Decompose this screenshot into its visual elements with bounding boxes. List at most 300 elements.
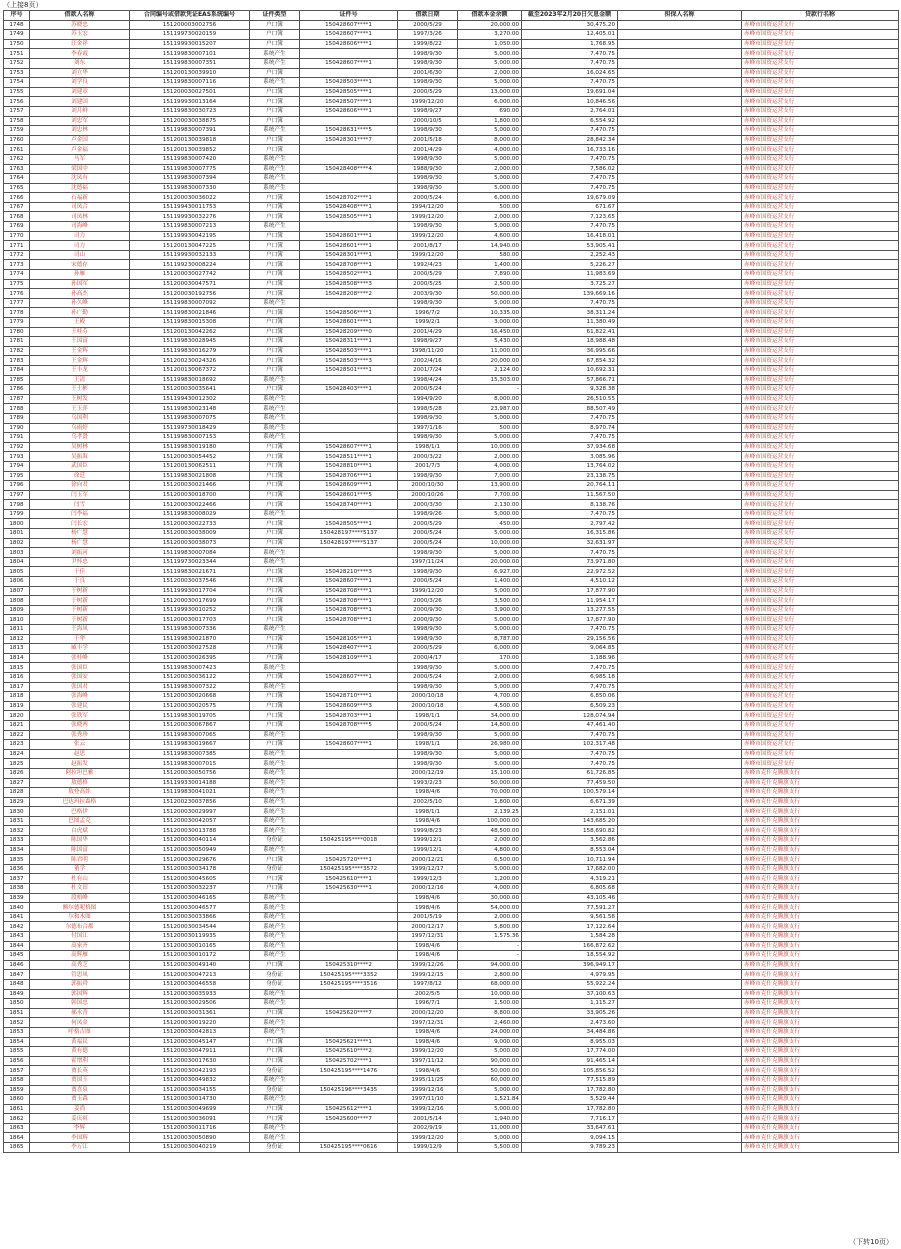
col-id-type-cell: 户口簿 — [250, 250, 300, 260]
col-principal-cell: 5,000.00 — [458, 433, 522, 443]
col-id-no-cell: 150428708****1 — [300, 586, 398, 596]
col-loan-date-cell: 1994/12/20 — [398, 202, 458, 212]
col-branch-cell: 赤峰市国资运营支行 — [742, 529, 899, 539]
col-borrower-cell: 于佳 — [30, 567, 130, 577]
table-row — [4, 260, 899, 270]
table-row — [4, 720, 899, 730]
col-interest-cell: 19,679.09 — [522, 193, 618, 203]
col-branch-cell: 赤峰市克什克腾旗支行 — [742, 1027, 899, 1037]
col-loan-date-cell: 1999/12/20 — [398, 1133, 458, 1143]
col-borrower-cell: 闫李福 — [30, 509, 130, 519]
col-branch-cell: 赤峰市克什克腾旗支行 — [742, 1056, 899, 1066]
table-row — [4, 864, 899, 874]
col-id-type-cell: 系统产生 — [250, 548, 300, 558]
col-branch-cell: 赤峰市克什克腾旗支行 — [742, 960, 899, 970]
col-branch-cell: 赤峰市国资运营支行 — [742, 385, 899, 395]
col-principal-cell: 5,000.00 — [458, 529, 522, 539]
col-id-no-cell — [300, 932, 398, 942]
col-borrower-cell: 张桂峰 — [30, 653, 130, 663]
table-row — [4, 634, 899, 644]
col-borrower-cell: 于良 — [30, 577, 130, 587]
col-loan-date-cell: 1997/11/10 — [398, 1095, 458, 1105]
col-contract-no-cell: 151200030046577 — [130, 903, 250, 913]
col-id-type-cell: 户口簿 — [250, 605, 300, 615]
col-id-no-cell — [300, 922, 398, 932]
col-loan-date-cell: 2000/3/30 — [398, 500, 458, 510]
col-contract-no-cell: 151200030010165 — [130, 941, 250, 951]
col-contract-no-cell: 151199830007213 — [130, 222, 250, 232]
col-contract-no-cell: 151199430011753 — [130, 202, 250, 212]
col-id-type-cell: 系统产生 — [250, 394, 300, 404]
col-borrower-cell: 高家齐 — [30, 941, 130, 951]
col-id-no-cell — [300, 903, 398, 913]
table-row — [4, 759, 899, 769]
col-interest-cell: 6,554.92 — [522, 116, 618, 126]
col-loan-date-cell: 1998/4/6 — [398, 951, 458, 961]
table-row — [4, 625, 899, 635]
col-id-no-cell: 150428810****1 — [300, 461, 398, 471]
col-borrower-cell: 乌孝贤 — [30, 433, 130, 443]
col-loan-date-cell: 2000/3/22 — [398, 452, 458, 462]
col-guarantor-cell — [618, 385, 742, 395]
table-row — [4, 567, 899, 577]
col-guarantor-cell — [618, 174, 742, 184]
col-borrower-cell: 敖德格 — [30, 778, 130, 788]
col-interest-cell: 28,842.34 — [522, 135, 618, 145]
col-loan-date-cell: 1999/12/3 — [398, 874, 458, 884]
col-id-no-cell — [300, 222, 398, 232]
col-id-type-cell: 系统产生 — [250, 951, 300, 961]
col-branch-cell: 赤峰市克什克腾旗支行 — [742, 1018, 899, 1028]
col-branch-cell: 赤峰市国资运营支行 — [742, 538, 899, 548]
col-id-no-cell: 150428740****1 — [300, 500, 398, 510]
col-contract-no-cell: 151200030017703 — [130, 615, 250, 625]
col-id-no-cell — [300, 845, 398, 855]
col-contract-no-cell: 151199830019705 — [130, 711, 250, 721]
col-seq-cell: 1820 — [4, 711, 30, 721]
col-loan-date-cell: 1998/1/1 — [398, 807, 458, 817]
col-id-no-cell — [300, 154, 398, 164]
col-borrower-cell: 王桂芬 — [30, 327, 130, 337]
table-row — [4, 615, 899, 625]
col-interest-cell: 13,764.02 — [522, 461, 618, 471]
col-seq-cell: 1824 — [4, 749, 30, 759]
col-borrower-cell: 王树发 — [30, 394, 130, 404]
header-col-id-type: 证件类型 — [250, 11, 300, 21]
col-borrower-cell: 张海峰 — [30, 692, 130, 702]
col-guarantor-cell — [618, 327, 742, 337]
col-id-type-cell: 户口簿 — [250, 30, 300, 40]
col-contract-no-cell: 151200030010172 — [130, 951, 250, 961]
col-id-no-cell: 150428606****1 — [300, 106, 398, 116]
col-loan-date-cell: 2001/8/17 — [398, 241, 458, 251]
col-seq-cell: 1857 — [4, 1066, 30, 1076]
col-seq-cell: 1818 — [4, 692, 30, 702]
col-id-type-cell: 系统产生 — [250, 1095, 300, 1105]
col-borrower-cell: 吴振海 — [30, 452, 130, 462]
col-principal-cell: 3,500.00 — [458, 596, 522, 606]
col-id-type-cell: 户口簿 — [250, 260, 300, 270]
col-guarantor-cell — [618, 586, 742, 596]
col-interest-cell: 9,561.58 — [522, 912, 618, 922]
table-row — [4, 874, 899, 884]
col-borrower-cell: 于树新 — [30, 586, 130, 596]
col-borrower-cell: 陈君明 — [30, 855, 130, 865]
col-contract-no-cell: 151199830007322 — [130, 682, 250, 692]
col-guarantor-cell — [618, 20, 742, 30]
col-interest-cell: 7,470.75 — [522, 433, 618, 443]
col-id-type-cell: 户口簿 — [250, 289, 300, 299]
col-guarantor-cell — [618, 231, 742, 241]
col-principal-cell: 2,460.00 — [458, 1018, 522, 1028]
col-contract-no-cell: 151200030014730 — [130, 1095, 250, 1105]
col-borrower-cell: 乌雨婷 — [30, 423, 130, 433]
col-branch-cell: 赤峰市国资运营支行 — [742, 49, 899, 59]
col-loan-date-cell: 1997/3/26 — [398, 30, 458, 40]
col-seq-cell: 1861 — [4, 1104, 30, 1114]
col-branch-cell: 赤峰市国资运营支行 — [742, 346, 899, 356]
col-loan-date-cell: 1998/9/30 — [398, 298, 458, 308]
col-interest-cell: 7,470.75 — [522, 174, 618, 184]
table-row — [4, 116, 899, 126]
col-borrower-cell: 白虎斌 — [30, 826, 130, 836]
col-loan-date-cell: 1999/12/17 — [398, 864, 458, 874]
col-principal-cell: 5,000.00 — [458, 49, 522, 59]
col-id-no-cell: 150428511****1 — [300, 452, 398, 462]
col-borrower-cell: 王国富 — [30, 337, 130, 347]
col-principal-cell: 170.00 — [458, 653, 522, 663]
col-contract-no-cell: 151200030192756 — [130, 289, 250, 299]
col-branch-cell: 赤峰市国资运营支行 — [742, 145, 899, 155]
table-row — [4, 788, 899, 798]
col-id-type-cell: 系统产生 — [250, 174, 300, 184]
col-principal-cell: 4,000.00 — [458, 884, 522, 894]
col-guarantor-cell — [618, 672, 742, 682]
col-guarantor-cell — [618, 749, 742, 759]
col-guarantor-cell — [618, 701, 742, 711]
col-loan-date-cell: 2002/9/19 — [398, 1123, 458, 1133]
col-borrower-cell: 乌国利 — [30, 413, 130, 423]
col-interest-cell: 7,470.75 — [522, 625, 618, 635]
col-contract-no-cell: 151200030049832 — [130, 1075, 250, 1085]
col-id-type-cell: 系统产生 — [250, 893, 300, 903]
col-id-no-cell — [300, 509, 398, 519]
table-row — [4, 279, 899, 289]
col-borrower-cell: 卢金国 — [30, 135, 130, 145]
col-id-no-cell — [300, 816, 398, 826]
col-contract-no-cell: 151199830007420 — [130, 154, 250, 164]
col-seq-cell: 1784 — [4, 365, 30, 375]
table-row — [4, 298, 899, 308]
table-row — [4, 1123, 899, 1133]
col-interest-cell: 6,850.06 — [522, 692, 618, 702]
col-borrower-cell: 赵思 — [30, 749, 130, 759]
col-guarantor-cell — [618, 759, 742, 769]
col-interest-cell: 12,405.01 — [522, 30, 618, 40]
col-id-no-cell: 150428609****3 — [300, 701, 398, 711]
col-borrower-cell: 敖登高娃 — [30, 788, 130, 798]
table-row — [4, 289, 899, 299]
col-branch-cell: 赤峰市克什克腾旗支行 — [742, 922, 899, 932]
col-seq-cell: 1775 — [4, 279, 30, 289]
col-guarantor-cell — [618, 279, 742, 289]
col-id-type-cell: 户口簿 — [250, 692, 300, 702]
col-interest-cell: 4,319.21 — [522, 874, 618, 884]
col-contract-no-cell: 151200030011716 — [130, 1123, 250, 1133]
col-branch-cell: 赤峰市克什克腾旗支行 — [742, 1085, 899, 1095]
header-col-loan-date: 借款日期 — [398, 11, 458, 21]
col-id-no-cell — [300, 404, 398, 414]
col-principal-cell: 8,800.00 — [458, 1008, 522, 1018]
col-guarantor-cell — [618, 433, 742, 443]
col-seq-cell: 1756 — [4, 97, 30, 107]
col-id-no-cell — [300, 174, 398, 184]
col-seq-cell: 1825 — [4, 759, 30, 769]
table-row — [4, 893, 899, 903]
col-guarantor-cell — [618, 97, 742, 107]
col-seq-cell: 1762 — [4, 154, 30, 164]
col-contract-no-cell: 151200030029506 — [130, 999, 250, 1009]
col-id-type-cell: 系统产生 — [250, 749, 300, 759]
header-col-id-no: 证件号 — [300, 11, 398, 21]
col-id-no-cell — [300, 1027, 398, 1037]
col-principal-cell: 10,335.00 — [458, 308, 522, 318]
col-contract-no-cell: 151199330014188 — [130, 778, 250, 788]
col-guarantor-cell — [618, 1066, 742, 1076]
col-borrower-cell: 王士彬 — [30, 385, 130, 395]
col-contract-no-cell: 151200030035933 — [130, 989, 250, 999]
col-loan-date-cell: 2000/12/16 — [398, 884, 458, 894]
col-seq-cell: 1840 — [4, 903, 30, 913]
col-id-no-cell — [300, 749, 398, 759]
col-id-no-cell: 150425610****2 — [300, 1047, 398, 1057]
col-guarantor-cell — [618, 241, 742, 251]
col-interest-cell: 3,725.27 — [522, 279, 618, 289]
col-borrower-cell: 沈凤有 — [30, 174, 130, 184]
col-interest-cell: 16,418.01 — [522, 231, 618, 241]
col-branch-cell: 赤峰市国资运营支行 — [742, 97, 899, 107]
col-seq-cell: 1850 — [4, 999, 30, 1009]
col-principal-cell: 450.00 — [458, 519, 522, 529]
col-contract-no-cell: 151200130067372 — [130, 365, 250, 375]
col-branch-cell: 赤峰市国资运营支行 — [742, 68, 899, 78]
col-seq-cell: 1805 — [4, 567, 30, 577]
col-interest-cell: 57,866.71 — [522, 375, 618, 385]
table-row — [4, 644, 899, 654]
table-row — [4, 1075, 899, 1085]
col-loan-date-cell: 1998/9/30 — [398, 759, 458, 769]
table-row — [4, 557, 899, 567]
col-principal-cell: 4,600.00 — [458, 231, 522, 241]
col-branch-cell: 赤峰市国资运营支行 — [742, 720, 899, 730]
col-contract-no-cell: 151199830021671 — [130, 567, 250, 577]
col-branch-cell: 赤峰市国资运营支行 — [742, 241, 899, 251]
col-guarantor-cell — [618, 212, 742, 222]
col-contract-no-cell: 151199830007092 — [130, 298, 250, 308]
table-row — [4, 442, 899, 452]
col-borrower-cell: 于树新 — [30, 605, 130, 615]
col-guarantor-cell — [618, 346, 742, 356]
col-guarantor-cell — [618, 836, 742, 846]
col-loan-date-cell: 1998/1/1 — [398, 442, 458, 452]
col-principal-cell: 5,000.00 — [458, 548, 522, 558]
col-contract-no-cell: 151199830007084 — [130, 548, 250, 558]
col-branch-cell: 赤峰市国资运营支行 — [742, 318, 899, 328]
table-row — [4, 903, 899, 913]
col-guarantor-cell — [618, 625, 742, 635]
col-loan-date-cell: 1999/12/16 — [398, 1104, 458, 1114]
table-row — [4, 212, 899, 222]
col-principal-cell: 690.00 — [458, 106, 522, 116]
col-id-no-cell: 150428109****1 — [300, 653, 398, 663]
col-principal-cell: 5,000.00 — [458, 78, 522, 88]
col-guarantor-cell — [618, 58, 742, 68]
col-branch-cell: 赤峰市克什克腾旗支行 — [742, 768, 899, 778]
col-principal-cell: 6,000.00 — [458, 193, 522, 203]
col-id-type-cell: 户口簿 — [250, 193, 300, 203]
col-guarantor-cell — [618, 509, 742, 519]
table-row — [4, 404, 899, 414]
col-borrower-cell: 孙雁 — [30, 270, 130, 280]
col-loan-date-cell: 2000/5/29 — [398, 644, 458, 654]
col-loan-date-cell: 1998/9/30 — [398, 548, 458, 558]
col-seq-cell: 1813 — [4, 644, 30, 654]
col-guarantor-cell — [618, 596, 742, 606]
col-branch-cell: 赤峰市国资运营支行 — [742, 577, 899, 587]
col-id-no-cell — [300, 730, 398, 740]
col-principal-cell: 14,940.00 — [458, 241, 522, 251]
col-contract-no-cell: 151199830021846 — [130, 308, 250, 318]
col-id-type-cell: 户口簿 — [250, 740, 300, 750]
table-row — [4, 989, 899, 999]
col-seq-cell: 1794 — [4, 461, 30, 471]
col-interest-cell: 1,188.96 — [522, 653, 618, 663]
col-id-no-cell: 150425612****1 — [300, 1104, 398, 1114]
col-branch-cell: 赤峰市克什克腾旗支行 — [742, 1008, 899, 1018]
col-id-no-cell: 150428631****5 — [300, 126, 398, 136]
col-borrower-cell: 张铁军 — [30, 711, 130, 721]
table-row — [4, 951, 899, 961]
col-principal-cell: 1,400.00 — [458, 577, 522, 587]
col-borrower-cell: 沈德福 — [30, 183, 130, 193]
col-borrower-cell: 司力 — [30, 241, 130, 251]
col-principal-cell: 5,000.00 — [458, 58, 522, 68]
col-id-no-cell: 150425310****2 — [300, 960, 398, 970]
col-contract-no-cell: 151200030018700 — [130, 490, 250, 500]
col-id-type-cell: 系统产生 — [250, 941, 300, 951]
col-contract-no-cell: 151200030046558 — [130, 979, 250, 989]
col-principal-cell: 100,000.00 — [458, 816, 522, 826]
col-guarantor-cell — [618, 193, 742, 203]
col-id-no-cell — [300, 116, 398, 126]
col-branch-cell: 赤峰市国资运营支行 — [742, 116, 899, 126]
table-row — [4, 471, 899, 481]
col-loan-date-cell: 2000/5/29 — [398, 270, 458, 280]
col-contract-no-cell: 151200030013788 — [130, 826, 250, 836]
col-branch-cell: 赤峰市国资运营支行 — [742, 519, 899, 529]
col-interest-cell: 7,586.02 — [522, 164, 618, 174]
col-branch-cell: 赤峰市国资运营支行 — [742, 634, 899, 644]
col-id-type-cell: 户口簿 — [250, 701, 300, 711]
col-borrower-cell: 梁国中 — [30, 164, 130, 174]
col-contract-no-cell: 151199930032133 — [130, 250, 250, 260]
col-branch-cell: 赤峰市克什克腾旗支行 — [742, 903, 899, 913]
col-id-no-cell — [300, 768, 398, 778]
col-principal-cell: 60,000.00 — [458, 1075, 522, 1085]
col-borrower-cell: 吴树林 — [30, 442, 130, 452]
col-id-type-cell: 身份证 — [250, 1066, 300, 1076]
col-contract-no-cell: 151200030042057 — [130, 816, 250, 826]
col-seq-cell: 1852 — [4, 1018, 30, 1028]
col-loan-date-cell: 2001/5/14 — [398, 1114, 458, 1124]
col-id-no-cell: 150428601****1 — [300, 241, 398, 251]
col-guarantor-cell — [618, 1037, 742, 1047]
col-branch-cell: 赤峰市克什克腾旗支行 — [742, 1095, 899, 1105]
col-interest-cell: 5,529.44 — [522, 1095, 618, 1105]
col-guarantor-cell — [618, 951, 742, 961]
col-id-no-cell — [300, 423, 398, 433]
col-loan-date-cell: 1998/9/30 — [398, 625, 458, 635]
col-borrower-cell: 苏晓忠 — [30, 20, 130, 30]
col-contract-no-cell: 151200030034544 — [130, 922, 250, 932]
col-loan-date-cell: 1998/9/30 — [398, 49, 458, 59]
table-row — [4, 855, 899, 865]
col-seq-cell: 1754 — [4, 78, 30, 88]
col-borrower-cell: 马军 — [30, 154, 130, 164]
col-contract-no-cell: 151200030047571 — [130, 279, 250, 289]
col-contract-no-cell: 151200030022466 — [130, 500, 250, 510]
col-loan-date-cell: 2000/4/17 — [398, 653, 458, 663]
col-principal-cell: 5,000.00 — [458, 413, 522, 423]
col-interest-cell: 17,122.64 — [522, 922, 618, 932]
col-id-no-cell: 150428503****3 — [300, 356, 398, 366]
col-contract-no-cell: 151199830019180 — [130, 442, 250, 452]
col-seq-cell: 1863 — [4, 1123, 30, 1133]
col-loan-date-cell: 2000/10/30 — [398, 481, 458, 491]
col-principal-cell: 5,000.00 — [458, 759, 522, 769]
col-branch-cell: 赤峰市国资运营支行 — [742, 20, 899, 30]
col-interest-cell: 7,470.75 — [522, 548, 618, 558]
col-seq-cell: 1806 — [4, 577, 30, 587]
header-col-branch: 贷款行名称 — [742, 11, 899, 21]
col-branch-cell: 赤峰市克什克腾旗支行 — [742, 893, 899, 903]
col-contract-no-cell: 151200030038009 — [130, 529, 250, 539]
col-id-type-cell: 户口簿 — [250, 270, 300, 280]
col-guarantor-cell — [618, 250, 742, 260]
col-id-type-cell: 系统产生 — [250, 222, 300, 232]
col-contract-no-cell: 151200030037546 — [130, 577, 250, 587]
col-loan-date-cell: 1998/4/6 — [398, 816, 458, 826]
col-interest-cell: 7,470.75 — [522, 154, 618, 164]
col-guarantor-cell — [618, 222, 742, 232]
col-loan-date-cell: 2001/4/29 — [398, 327, 458, 337]
col-id-no-cell: 150428208****2 — [300, 289, 398, 299]
col-id-type-cell: 户口簿 — [250, 529, 300, 539]
col-loan-date-cell: 1998/1/1 — [398, 711, 458, 721]
col-principal-cell: 50,000.00 — [458, 1066, 522, 1076]
col-branch-cell: 赤峰市国资运营支行 — [742, 222, 899, 232]
col-borrower-cell: 高秀芝 — [30, 960, 130, 970]
col-contract-no-cell: 151200030047911 — [130, 1047, 250, 1057]
col-id-no-cell: 150425630****1 — [300, 884, 398, 894]
col-branch-cell: 赤峰市克什克腾旗支行 — [742, 1037, 899, 1047]
col-seq-cell: 1849 — [4, 989, 30, 999]
col-seq-cell: 1778 — [4, 308, 30, 318]
col-id-no-cell — [300, 375, 398, 385]
table-row — [4, 385, 899, 395]
col-interest-cell: 1,584.28 — [522, 932, 618, 942]
table-row — [4, 183, 899, 193]
